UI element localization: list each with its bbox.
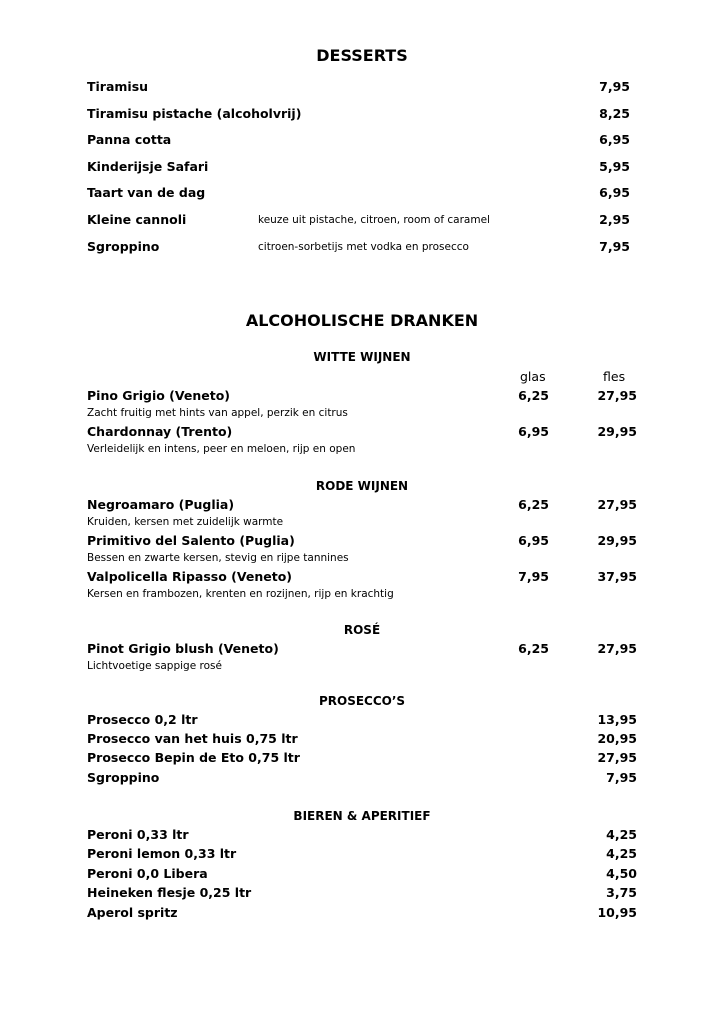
item-name: Prosecco Bepin de Eto 0,75 ltr xyxy=(87,750,300,765)
glass-price: 7,95 xyxy=(518,569,549,584)
item-name: Aperol spritz xyxy=(87,905,178,920)
rose-title: ROSÉ xyxy=(343,623,381,637)
white-wines-title: WITTE WIJNEN xyxy=(313,350,411,364)
item-price: 13,95 xyxy=(597,712,637,727)
column-glass-header: glas xyxy=(520,369,546,384)
item-description: Kruiden, kersen met zuidelijk warmte xyxy=(87,516,284,528)
item-name: Primitivo del Salento (Puglia) xyxy=(87,533,295,548)
item-name: Pino Grigio (Veneto) xyxy=(87,388,230,403)
glass-price: 6,25 xyxy=(518,497,549,512)
item-name: Tiramisu xyxy=(87,79,149,94)
item-price: 27,95 xyxy=(597,750,637,765)
item-name: Prosecco 0,2 ltr xyxy=(87,712,198,727)
item-price: 7,95 xyxy=(599,239,630,254)
glass-price: 6,25 xyxy=(518,388,549,403)
item-description: Kersen en frambozen, krenten en rozijnen, rijp en krachtig xyxy=(87,588,394,600)
red-wines-title: RODE WIJNEN xyxy=(315,479,409,493)
item-name: Pinot Grigio blush (Veneto) xyxy=(87,641,279,656)
item-name: Taart van de dag xyxy=(87,185,206,200)
item-price: 4,50 xyxy=(606,866,637,881)
item-price: 3,75 xyxy=(606,885,637,900)
item-price: 10,95 xyxy=(597,905,637,920)
glass-price: 6,95 xyxy=(518,533,549,548)
item-description: keuze uit pistache, citroen, room of caramel xyxy=(258,214,490,226)
item-name: Kinderijsje Safari xyxy=(87,159,209,174)
prosecco-title: PROSECCO’S xyxy=(318,694,406,708)
bottle-price: 29,95 xyxy=(597,533,637,548)
item-price: 7,95 xyxy=(599,79,630,94)
column-bottle-header: fles xyxy=(603,369,626,384)
item-name: Valpolicella Ripasso (Veneto) xyxy=(87,569,293,584)
item-name: Heineken flesje 0,25 ltr xyxy=(87,885,252,900)
item-price: 4,25 xyxy=(606,827,637,842)
item-name: Sgroppino xyxy=(87,770,160,785)
item-name: Kleine cannoli xyxy=(87,212,187,227)
item-price: 2,95 xyxy=(599,212,630,227)
item-name: Prosecco van het huis 0,75 ltr xyxy=(87,731,298,746)
item-price: 5,95 xyxy=(599,159,630,174)
item-name: Peroni 0,33 ltr xyxy=(87,827,189,842)
item-name: Panna cotta xyxy=(87,132,172,147)
glass-price: 6,25 xyxy=(518,641,549,656)
drinks-title: ALCOHOLISCHE DRANKEN xyxy=(245,311,479,330)
glass-price: 6,95 xyxy=(518,424,549,439)
item-name: Negroamaro (Puglia) xyxy=(87,497,235,512)
desserts-title: DESSERTS xyxy=(316,46,408,65)
item-name: Chardonnay (Trento) xyxy=(87,424,233,439)
beer-aperitif-title: BIEREN & APERITIEF xyxy=(293,809,431,823)
item-price: 7,95 xyxy=(606,770,637,785)
bottle-price: 27,95 xyxy=(597,497,637,512)
item-description: Verleidelijk en intens, peer en meloen, rijp en open xyxy=(87,443,356,455)
item-price: 20,95 xyxy=(597,731,637,746)
item-name: Peroni 0,0 Libera xyxy=(87,866,208,881)
item-price: 6,95 xyxy=(599,185,630,200)
item-description: Lichtvoetige sappige rosé xyxy=(87,660,222,672)
bottle-price: 37,95 xyxy=(597,569,637,584)
item-description: citroen-sorbetijs met vodka en prosecco xyxy=(258,241,469,253)
item-description: Zacht fruitig met hints van appel, perzik en citrus xyxy=(87,407,348,419)
item-description: Bessen en zwarte kersen, stevig en rijpe tannines xyxy=(87,552,349,564)
bottle-price: 27,95 xyxy=(597,388,637,403)
bottle-price: 27,95 xyxy=(597,641,637,656)
item-name: Sgroppino xyxy=(87,239,160,254)
bottle-price: 29,95 xyxy=(597,424,637,439)
item-price: 4,25 xyxy=(606,846,637,861)
item-name: Tiramisu pistache (alcoholvrij) xyxy=(87,106,302,121)
item-price: 6,95 xyxy=(599,132,630,147)
item-price: 8,25 xyxy=(599,106,630,121)
item-name: Peroni lemon 0,33 ltr xyxy=(87,846,237,861)
